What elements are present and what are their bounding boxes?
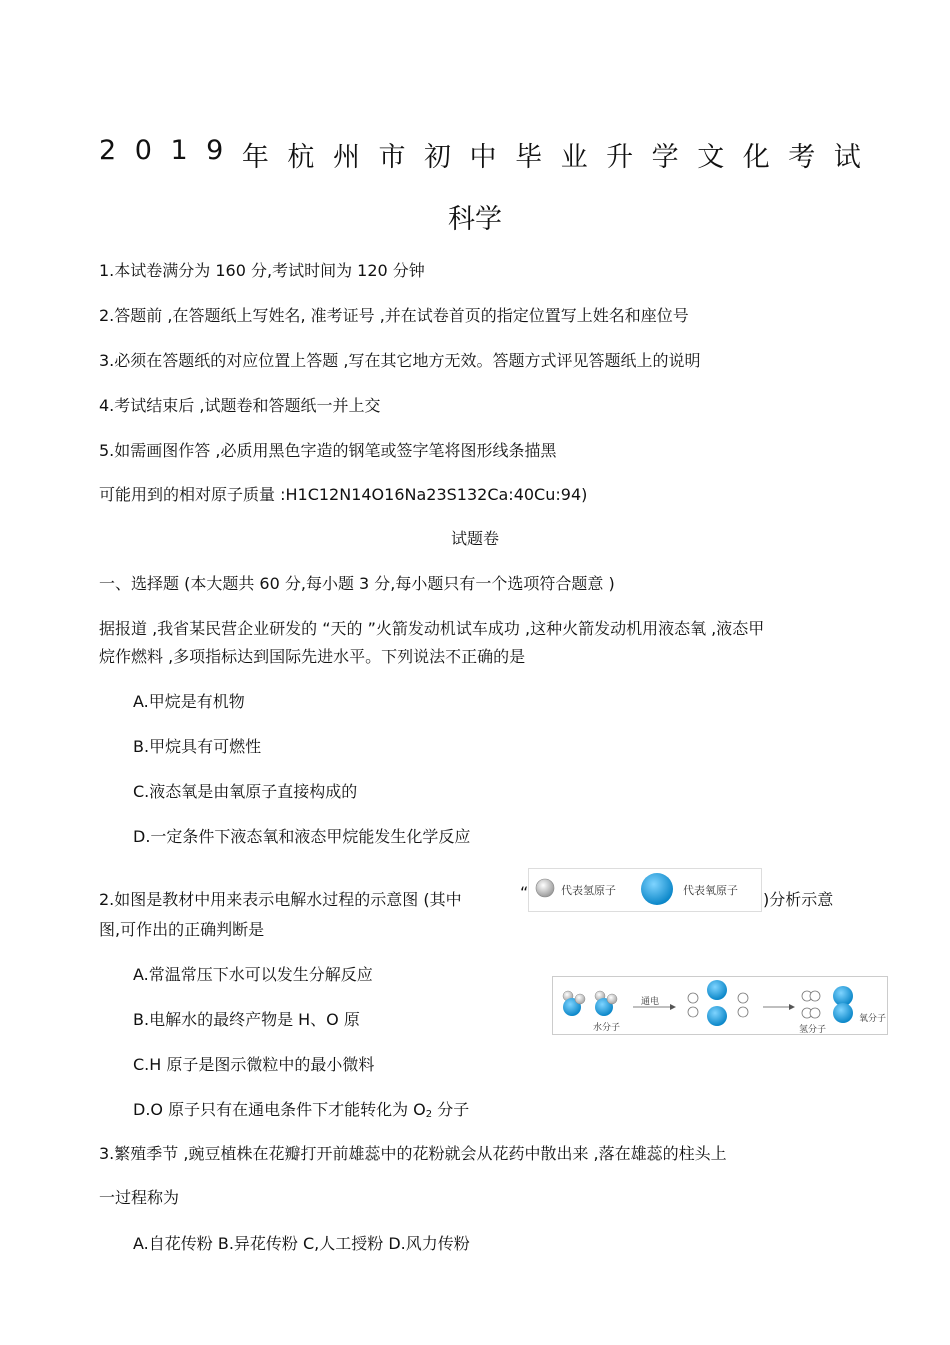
q1-stem-line1: 据报道 ,我省某民营企业研发的 “天的 ”火箭发动机试车成功 ,这种火箭发动机用液态氧 ,液态甲: [99, 619, 765, 638]
hydrogen-molecules: [802, 991, 820, 1018]
q2-option-d-suffix: 分子: [432, 1100, 470, 1119]
title-char: 试: [833, 142, 861, 173]
q2-stem-quote: “: [520, 883, 529, 902]
title-char: 文: [697, 142, 725, 173]
q1-stem-line2: 烷作燃料 ,多项指标达到国际先进水平。下列说法不正确的是: [99, 647, 526, 666]
part-one-heading: 一、选择题 (本大题共 60 分,每小题 3 分,每小题只有一个选项符合题意 ): [99, 574, 615, 593]
instruction-4: 4.考试结束后 ,试题卷和答题纸一并上交: [99, 396, 381, 415]
instruction-2: 2.答题前 ,在答题纸上写姓名, 准考证号 ,并在试卷首页的指定位置写上姓名和座位号: [99, 306, 689, 325]
title-char: 市: [378, 142, 406, 173]
section-label: 试题卷: [450, 529, 499, 548]
q2-option-d-prefix: D.O 原子只有在通电条件下才能转化为 O: [133, 1100, 426, 1119]
title-char: 0: [134, 135, 152, 166]
title-char: 毕: [515, 142, 543, 173]
q2-stem-before: 2.如图是教材中用来表示电解水过程的示意图 (其中: [99, 890, 462, 909]
title-char: 中: [469, 142, 497, 173]
oxygen-molecule-caption: 氧分子: [859, 1014, 887, 1024]
water-molecule-2: [595, 991, 617, 1016]
q2-option-c: C.H 原子是图示微粒中的最小微料: [133, 1055, 375, 1074]
title-char: 考: [788, 142, 816, 173]
title-char: 州: [332, 142, 360, 173]
oxygen-atom-icon: [641, 873, 673, 905]
q3-stem-line1: 3.繁殖季节 ,豌豆植株在花瓣打开前雄蕊中的花粉就会从花药中散出来 ,落在雄蕊的柱头上: [99, 1144, 727, 1163]
title-char: 9: [206, 135, 224, 166]
q1-option-b: B.甲烷具有可燃性: [133, 737, 262, 756]
q2-option-a: A.常温常压下水可以发生分解反应: [133, 965, 373, 984]
q1-option-c: C.液态氧是由氧原子直接构成的: [133, 782, 358, 801]
oxygen-molecule: [833, 986, 853, 1023]
hydrogen-molecule-caption: 氢分子: [799, 1025, 827, 1035]
q3-stem-line2: 一过程称为: [99, 1188, 180, 1207]
water-molecule-1: [563, 991, 585, 1016]
title-char: 年: [241, 142, 269, 173]
q2-stem-line2: 图,可作出的正确判断是: [99, 920, 265, 939]
electrolysis-diagram: [552, 976, 888, 1035]
q1-option-a: A.甲烷是有机物: [133, 692, 245, 711]
q2-option-d: [133, 1100, 469, 1125]
exam-subtitle: 科学: [448, 204, 502, 235]
legend-oxygen-label: 代表氧原子: [683, 884, 738, 897]
q2-option-d-sub: 2: [425, 1109, 433, 1120]
atom-legend: [528, 868, 762, 912]
title-char: 学: [651, 142, 679, 173]
legend-hydrogen-label: 代表氢原子: [561, 884, 616, 897]
q2-option-b: B.电解水的最终产物是 H、O 原: [133, 1010, 360, 1029]
water-molecule-caption: 水分子: [593, 1023, 621, 1033]
title-char: 2: [99, 135, 117, 166]
title-char: 业: [560, 142, 588, 173]
separated-atoms: [688, 980, 748, 1026]
title-char: 杭: [287, 142, 315, 173]
title-char: 初: [424, 142, 451, 173]
q1-option-d: D.一定条件下液态氧和液态甲烷能发生化学反应: [133, 827, 471, 846]
q3-options: A.自花传粉 B.异花传粉 C,人工授粉 D.风力传粉: [133, 1234, 470, 1253]
title-char: 1: [170, 135, 188, 166]
instruction-3: 3.必须在答题纸的对应位置上答题 ,写在其它地方无效。答题方式评见答题纸上的说明: [99, 351, 701, 370]
hydrogen-atom-icon: [536, 879, 554, 897]
instruction-1: 1.本试卷满分为 160 分,考试时间为 120 分钟: [99, 261, 425, 280]
q2-stem-after: )分析示意: [763, 890, 834, 909]
atomic-mass-note: 可能用到的相对原子质量 :H1C12N14O16Na23S132Ca:40Cu:94): [99, 485, 588, 504]
exam-title: [99, 135, 861, 174]
title-char: 升: [606, 142, 634, 173]
instruction-5: 5.如需画图作答 ,必质用黑色字造的钢笔或签字笔将图形线条描黑: [99, 441, 557, 460]
title-char: 化: [742, 142, 770, 173]
electrolysis-caption: 通电: [641, 997, 660, 1007]
